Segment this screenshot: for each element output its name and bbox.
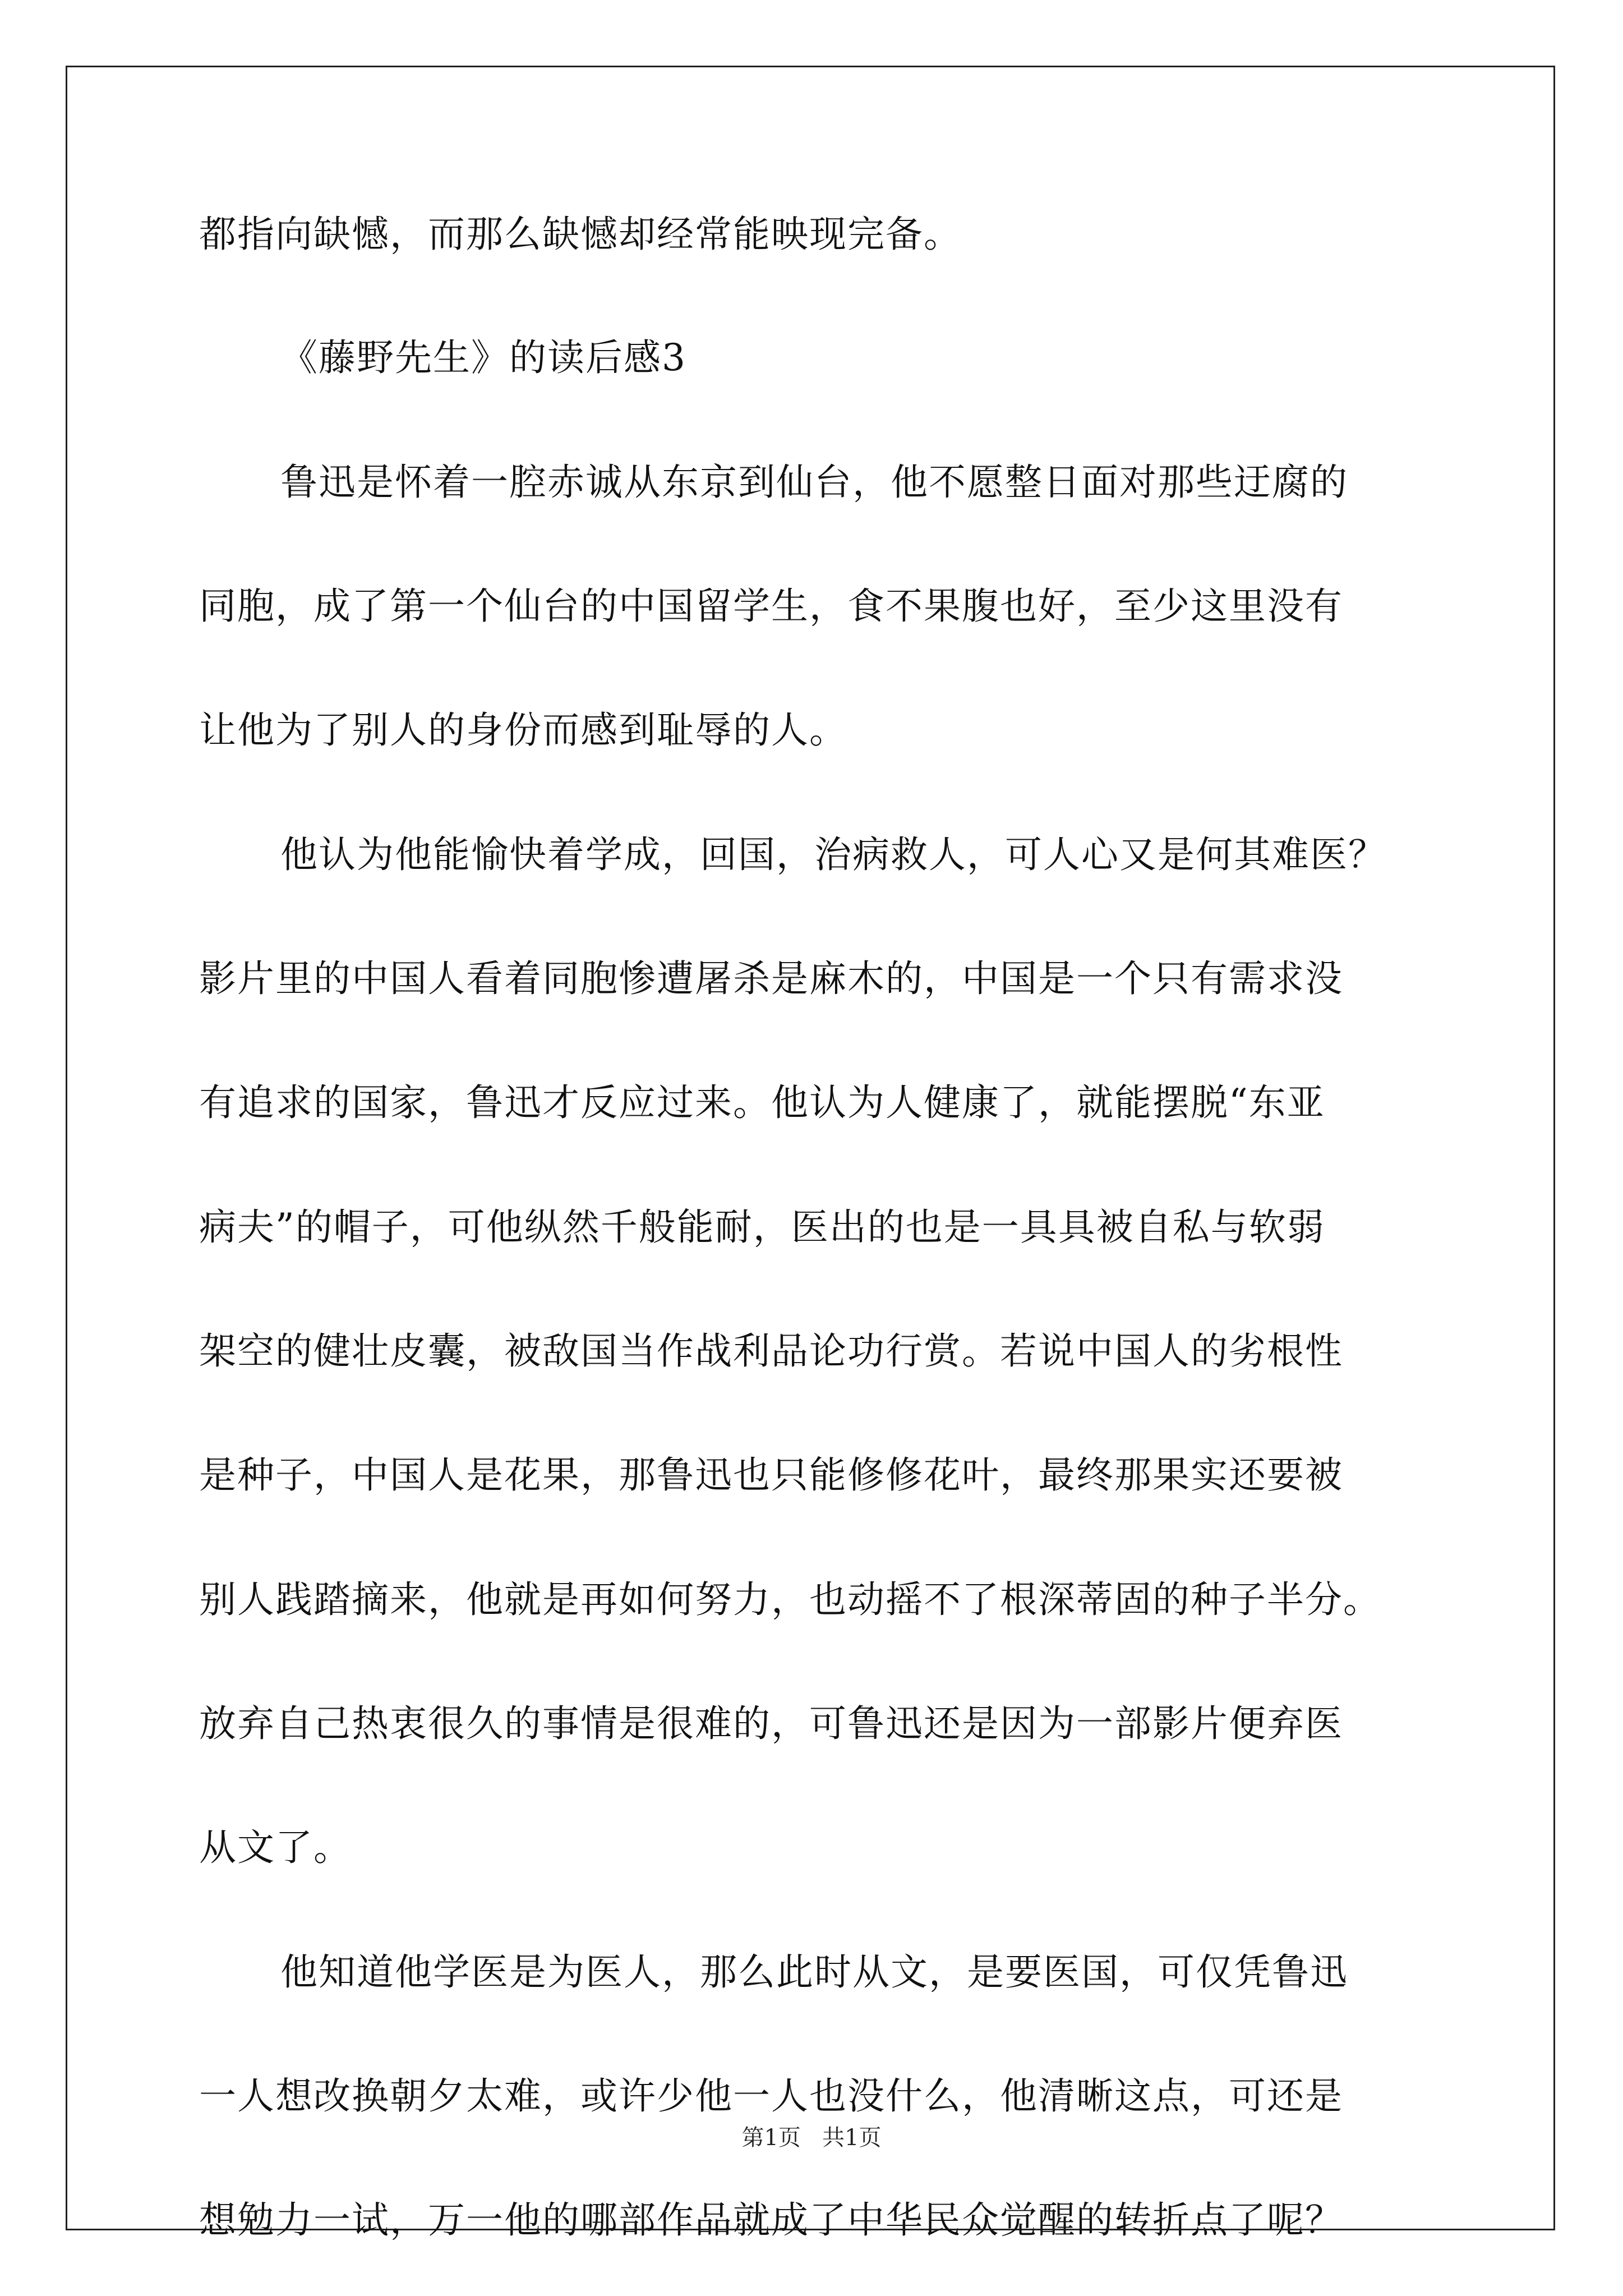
text-line: 是种子，中国人是花果，那鲁迅也只能修修花叶，最终那果实还要被 <box>199 1453 1343 1497</box>
text-line: 架空的健壮皮囊，被敌国当作战利品论功行赏。若说中国人的劣根性 <box>199 1329 1343 1373</box>
text-line: 都指向缺憾，而那么缺憾却经常能映现完备。 <box>199 213 962 256</box>
section-heading: 《藤野先生》的读后感3 <box>280 336 686 379</box>
page-number-footer: 第1页 共1页 <box>741 2125 882 2151</box>
text-line: 病夫”的帽子，可他纵然千般能耐，医出的也是一具具被自私与软弱 <box>199 1205 1325 1249</box>
text-line: 别人践踏摘来，他就是再如何努力，也动摇不了根深蒂固的种子半分。 <box>199 1578 1381 1621</box>
page-border <box>66 66 1555 2230</box>
text-line: 他知道他学医是为医人，那么此时从文，是要医国，可仅凭鲁迅 <box>280 1950 1348 1994</box>
text-line: 有追求的国家，鲁迅才反应过来。他认为人健康了，就能摆脱“东亚 <box>199 1081 1325 1124</box>
text-line: 从文了。 <box>199 1826 352 1869</box>
text-line: 同胞，成了第一个仙台的中国留学生，食不果腹也好，至少这里没有 <box>199 585 1343 628</box>
text-line: 一人想改换朝夕太难，或许少他一人也没什么，他清晰这点，可还是 <box>199 2074 1343 2118</box>
text-line: 让他为了别人的身份而感到耻辱的人。 <box>199 708 847 752</box>
text-line: 他认为他能愉快着学成，回国，治病救人，可人心又是何其难医？ <box>280 833 1386 876</box>
text-line: 放弃自己热衷很久的事情是很难的，可鲁迅还是因为一部影片便弃医 <box>199 1702 1343 1745</box>
text-line: 鲁迅是怀着一腔赤诚从东京到仙台，他不愿整日面对那些迂腐的 <box>280 461 1348 504</box>
text-line: 想勉力一试，万一他的哪部作品就成了中华民众觉醒的转折点了呢？ <box>199 2198 1343 2242</box>
text-line: 影片里的中国人看着同胞惨遭屠杀是麻木的，中国是一个只有需求没 <box>199 957 1343 1000</box>
